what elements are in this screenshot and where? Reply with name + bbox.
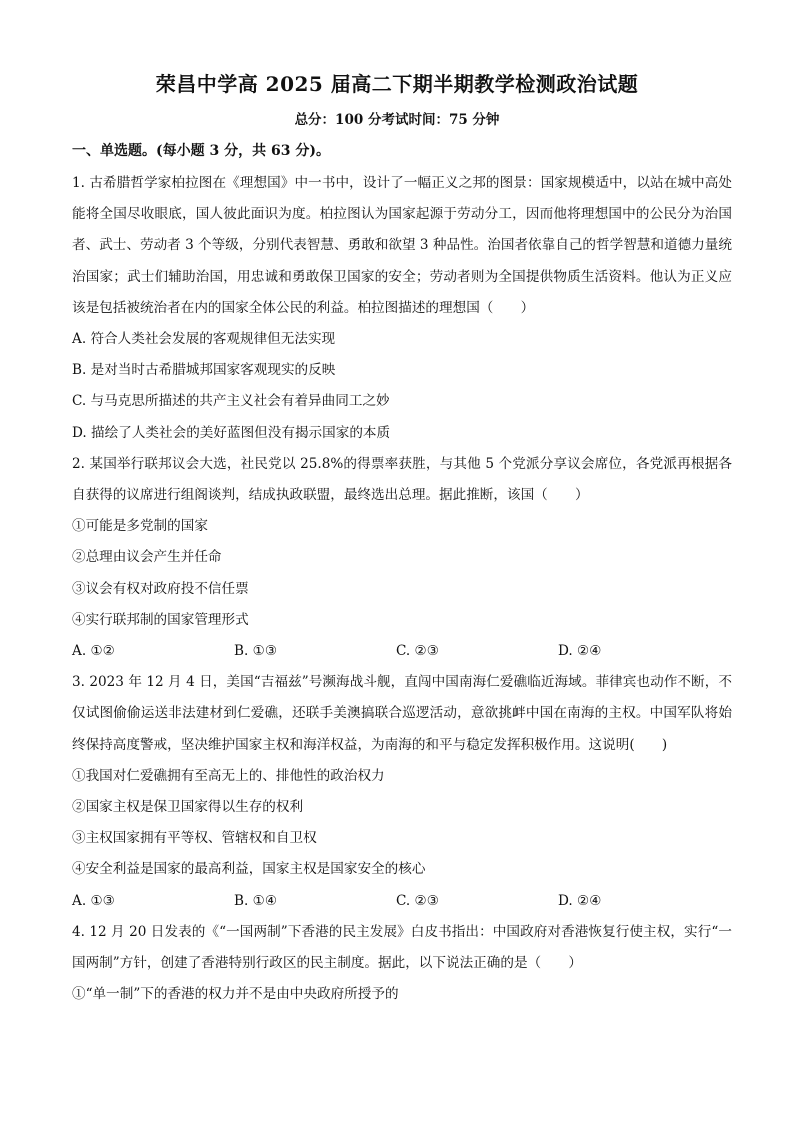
question-2-choice-d[interactable]: D. ②④ [558, 643, 602, 660]
question-1-stem: 1. 古希腊哲学家柏拉图在《理想国》中一书中，设计了一幅正义之邦的图景：国家规模适中，以站在城中高处能将全国尽收眼底，国人彼此面识为度。柏拉图认为国家起源于劳动分工，因而他将理想国中的公民分为治国者、武士、劳动者 3 个等级，分别代表智慧、勇敢和欲望 3 种品性。治国者依靠自己的哲学智慧和道德力量统治国家；武士们辅助治国，用忠诚和勇敢保卫国家的安全；劳动者则为全国提供物质生活资料。他认为正义应该是包括被统治者在内的国家全体公民的利益。柏拉图描述的理想国（ ） [72, 175, 732, 316]
question-1 [72, 168, 732, 449]
question-3-item-4: ④安全利益是国家的最高利益，国家主权是国家安全的核心 [72, 861, 426, 878]
question-3-stem: 3. 2023 年 12 月 4 日，美国“吉福兹”号濒海战斗舰，直闯中国南海仁爱礁临近海域。菲律宾也动作不断，不仅试图偷偷运送非法建材到仁爱礁，还联手美澳搞联合巡逻活动，意欲挑衅中国在南海的主权。中国军队将始终保持高度警戒，坚决维护国家主权和海洋权益，为南海的和平与稳定发挥积极作用。这说明( ) [72, 674, 732, 753]
exam-title: 荣昌中学高 2025 届高二下期半期教学检测政治试题 [155, 72, 639, 96]
question-list [72, 168, 732, 1010]
question-2 [72, 449, 732, 667]
question-3-choice-d[interactable]: D. ②④ [558, 892, 602, 909]
question-3-choice-a[interactable]: A. ①③ [72, 892, 115, 909]
question-4-stem: 4. 12 月 20 日发表的《“一国两制”下香港的民主发展》白皮书指出：中国政府对香港恢复行使主权，实行“一国两制”方针，创建了香港特别行政区的民主制度。据此，以下说法正确的是（ ） [72, 923, 732, 972]
question-2-choices [72, 636, 732, 667]
question-3-item-3: ③主权国家拥有平等权、管辖权和自卫权 [72, 830, 317, 847]
question-4 [72, 917, 732, 1011]
question-1-option-b[interactable]: B. 是对当时古希腊城邦国家客观现实的反映 [72, 362, 336, 379]
question-3-choice-c[interactable]: C. ②③ [396, 892, 439, 909]
question-1-option-a[interactable]: A. 符合人类社会发展的客观规律但无法实现 [72, 331, 336, 348]
question-3-item-1: ①我国对仁爱礁拥有至高无上的、排他性的政治权力 [72, 767, 385, 784]
question-3-choice-b[interactable]: B. ①④ [234, 892, 278, 909]
question-3 [72, 667, 732, 917]
question-2-stem: 2. 某国举行联邦议会大选，社民党以 25.8%的得票率获胜，与其他 5 个党派分享议会席位，各党派再根据各自获得的议席进行组阁谈判，结成执政联盟，最终选出总理。据此推断，该国（ ） [72, 455, 732, 504]
section-heading: 一、单选题。(每小题 3 分，共 63 分)。 [72, 143, 330, 159]
question-2-item-4: ④实行联邦制的国家管理形式 [72, 611, 249, 628]
question-3-choices [72, 886, 732, 917]
question-1-option-d[interactable]: D. 描绘了人类社会的美好蓝图但没有揭示国家的本质 [72, 424, 391, 441]
question-2-choice-c[interactable]: C. ②③ [396, 643, 439, 660]
question-4-item-1: ①“单一制”下的香港的权力并不是由中央政府所授予的 [72, 986, 399, 1003]
question-2-choice-b[interactable]: B. ①③ [234, 643, 278, 660]
question-2-item-1: ①可能是多党制的国家 [72, 518, 208, 535]
question-2-item-2: ②总理由议会产生并任命 [72, 549, 222, 566]
question-2-item-3: ③议会有权对政府投不信任票 [72, 580, 249, 597]
question-3-item-2: ②国家主权是保卫国家得以生存的权利 [72, 799, 304, 816]
question-1-option-c[interactable]: C. 与马克思所描述的共产主义社会有着异曲同工之妙 [72, 393, 390, 410]
exam-subtitle: 总分：100 分考试时间：75 分钟 [294, 112, 500, 128]
question-2-choice-a[interactable]: A. ①② [72, 643, 115, 660]
